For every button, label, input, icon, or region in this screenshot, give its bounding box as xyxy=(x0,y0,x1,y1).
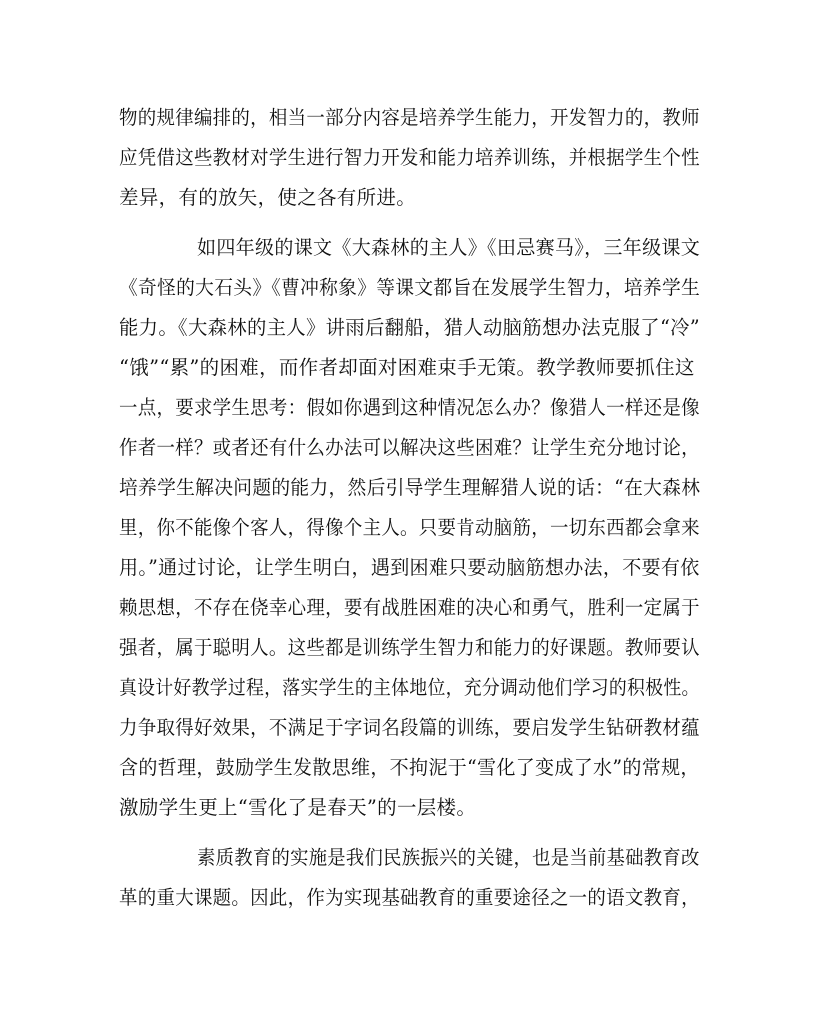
text-line: 能力。《大森林的主人》讲雨后翻船，猎人动脑筋想办法克服了“冷” xyxy=(119,316,701,339)
text-line: 真设计好教学过程，落实学生的主体地位，充分调动他们学习的积极性。 xyxy=(119,676,700,699)
text-line: 含的哲理，鼓励学生发散思维，不拘泥于“雪化了变成了水”的常规， xyxy=(119,756,700,779)
text-line: 赖思想，不存在侥幸心理，要有战胜困难的决心和勇气，胜利一定属于 xyxy=(119,596,700,619)
text-line: 用。”通过讨论，让学生明白，遇到困难只要动脑筋想办法，不要有依 xyxy=(119,556,700,579)
text-line: 如四年级的课文《大森林的主人》《田忌赛马》，三年级课文 xyxy=(197,236,701,259)
text-line: 差异，有的放矢，使之各有所进。 xyxy=(119,186,417,209)
text-line: 物的规律编排的，相当一部分内容是培养学生能力，开发智力的，教师 xyxy=(119,106,700,129)
text-line: 应凭借这些教材对学生进行智力开发和能力培养训练，并根据学生个性 xyxy=(119,146,700,169)
text-line: 作者一样？或者还有什么办法可以解决这些困难？让学生充分地讨论， xyxy=(119,436,700,459)
text-line: 素质教育的实施是我们民族振兴的关键，也是当前基础教育改 xyxy=(197,846,700,869)
text-line: 一点，要求学生思考：假如你遇到这种情况怎么办？像猎人一样还是像 xyxy=(119,396,700,419)
text-line: 《奇怪的大石头》《曹冲称象》等课文都旨在发展学生智力，培养学生 xyxy=(119,276,701,299)
text-line: 革的重大课题。因此，作为实现基础教育的重要途径之一的语文教育， xyxy=(119,886,700,909)
text-line: 力争取得好效果，不满足于字词名段篇的训练，要启发学生钻研教材蕴 xyxy=(119,716,700,739)
text-line: 强者，属于聪明人。这些都是训练学生智力和能力的好课题。教师要认 xyxy=(119,636,700,659)
text-line: “饿”“累”的困难，而作者却面对困难束手无策。教学教师要抓住这 xyxy=(119,356,695,379)
text-line: 里，你不能像个客人，得像个主人。只要肯动脑筋，一切东西都会拿来 xyxy=(119,516,700,539)
text-line: 培养学生解决问题的能力，然后引导学生理解猎人说的话：“在大森林 xyxy=(119,476,701,499)
text-line: 激励学生更上“雪化了是春天”的一层楼。 xyxy=(119,796,477,819)
